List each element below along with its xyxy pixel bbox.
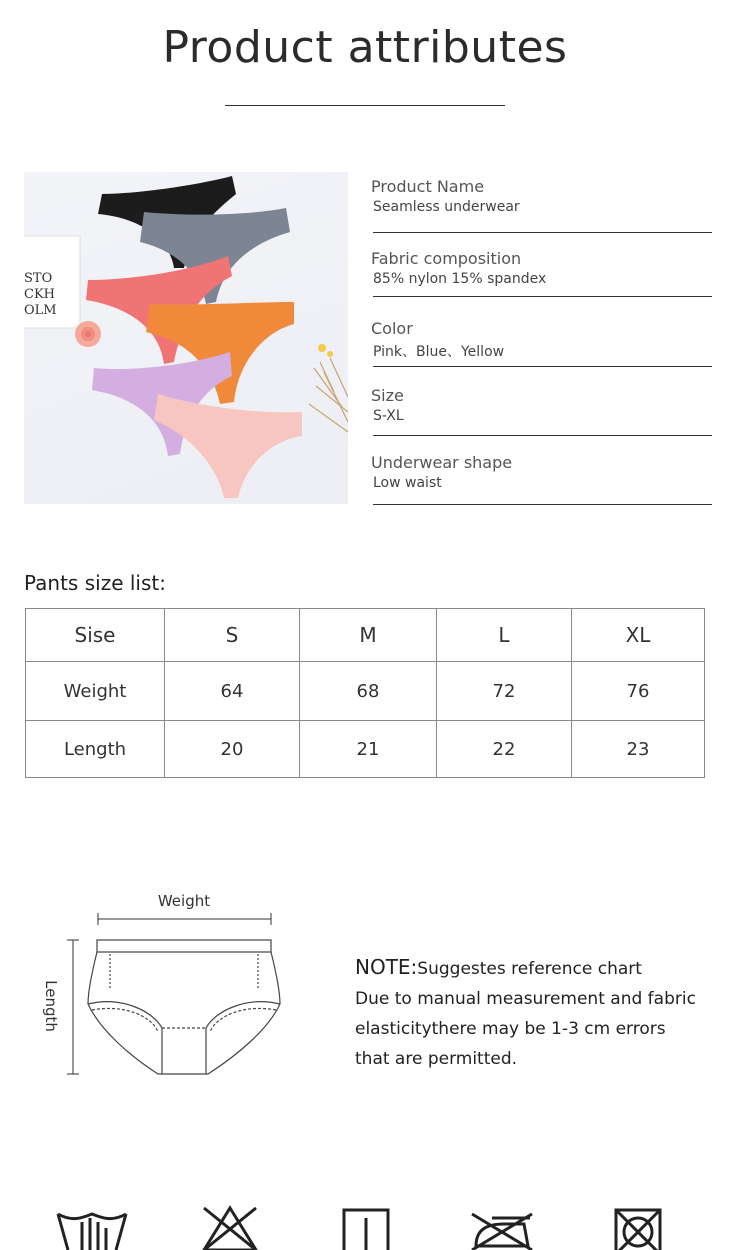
page-title: Product attributes [162,22,568,73]
table-cell: Weight [26,662,165,721]
table-cell: 68 [300,662,437,721]
attr-value: S-XL [373,408,404,424]
note-block [355,952,715,1074]
table-row [26,662,705,721]
do-not-iron-icon [462,1200,542,1250]
attr-value: 85% nylon 15% spandex [373,271,547,287]
brief-outline-icon [88,940,280,1074]
attr-product-name [371,177,712,215]
weight-label: Weight [157,892,211,910]
table-cell: 76 [572,662,705,721]
table-header-cell: M [300,609,437,662]
note-head: NOTE: [355,955,418,979]
attr-label: Color [371,319,413,338]
note-head-rest: Suggestes reference chart [417,959,642,979]
line-dry-icon [326,1200,406,1250]
table-cell: 22 [437,721,572,778]
attr-label: Size [371,386,404,405]
table-header-cell: XL [572,609,705,662]
title-divider [225,105,505,106]
attr-divider [373,504,712,505]
product-photo [24,172,348,504]
weight-arrow [98,913,271,925]
attr-label: Underwear shape [371,453,513,472]
length-arrow [67,940,79,1074]
attr-value: Seamless underwear [373,199,520,215]
attr-value: Low waist [373,475,442,491]
table-header-cell: S [165,609,300,662]
measurement-diagram [40,880,300,1080]
table-cell: Length [26,721,165,778]
attr-label: Product Name [371,177,485,196]
table-cell: 64 [165,662,300,721]
attr-divider [373,366,712,367]
attr-value: Pink、Blue、Yellow [373,344,505,360]
attr-divider [373,296,712,297]
attr-size [371,386,712,424]
do-not-bleach-icon [190,1200,270,1250]
table-header-cell: L [437,609,572,662]
card-text-3: OLM [24,303,57,318]
do-not-tumble-dry-icon [598,1200,678,1250]
card-text-2: CKH [24,287,55,302]
stockholm-card [24,236,80,328]
attr-fabric [371,249,712,287]
size-list-title: Pants size list: [24,571,166,595]
table-row [26,721,705,778]
table-header-cell: Sise [26,609,165,662]
attr-shape [371,453,712,491]
table-header-row [26,609,705,662]
length-label: Length [42,980,60,1032]
attr-divider [373,232,712,233]
table-cell: 20 [165,721,300,778]
note-line: Due to manual measurement and fabric [355,989,696,1009]
product-illustration [24,172,348,504]
hand-wash-icon [52,1200,132,1250]
card-text-1: STO [24,271,53,286]
table-cell: 23 [572,721,705,778]
attr-color [371,319,712,361]
note-line: elasticitythere may be 1-3 cm errors [355,1019,666,1039]
attr-divider [373,435,712,436]
size-table [25,608,705,778]
attr-label: Fabric composition [371,249,522,268]
rose-icon [75,321,101,347]
dried-flowers-icon [309,344,348,432]
table-cell: 21 [300,721,437,778]
table-cell: 72 [437,662,572,721]
note-line: that are permitted. [355,1049,518,1069]
